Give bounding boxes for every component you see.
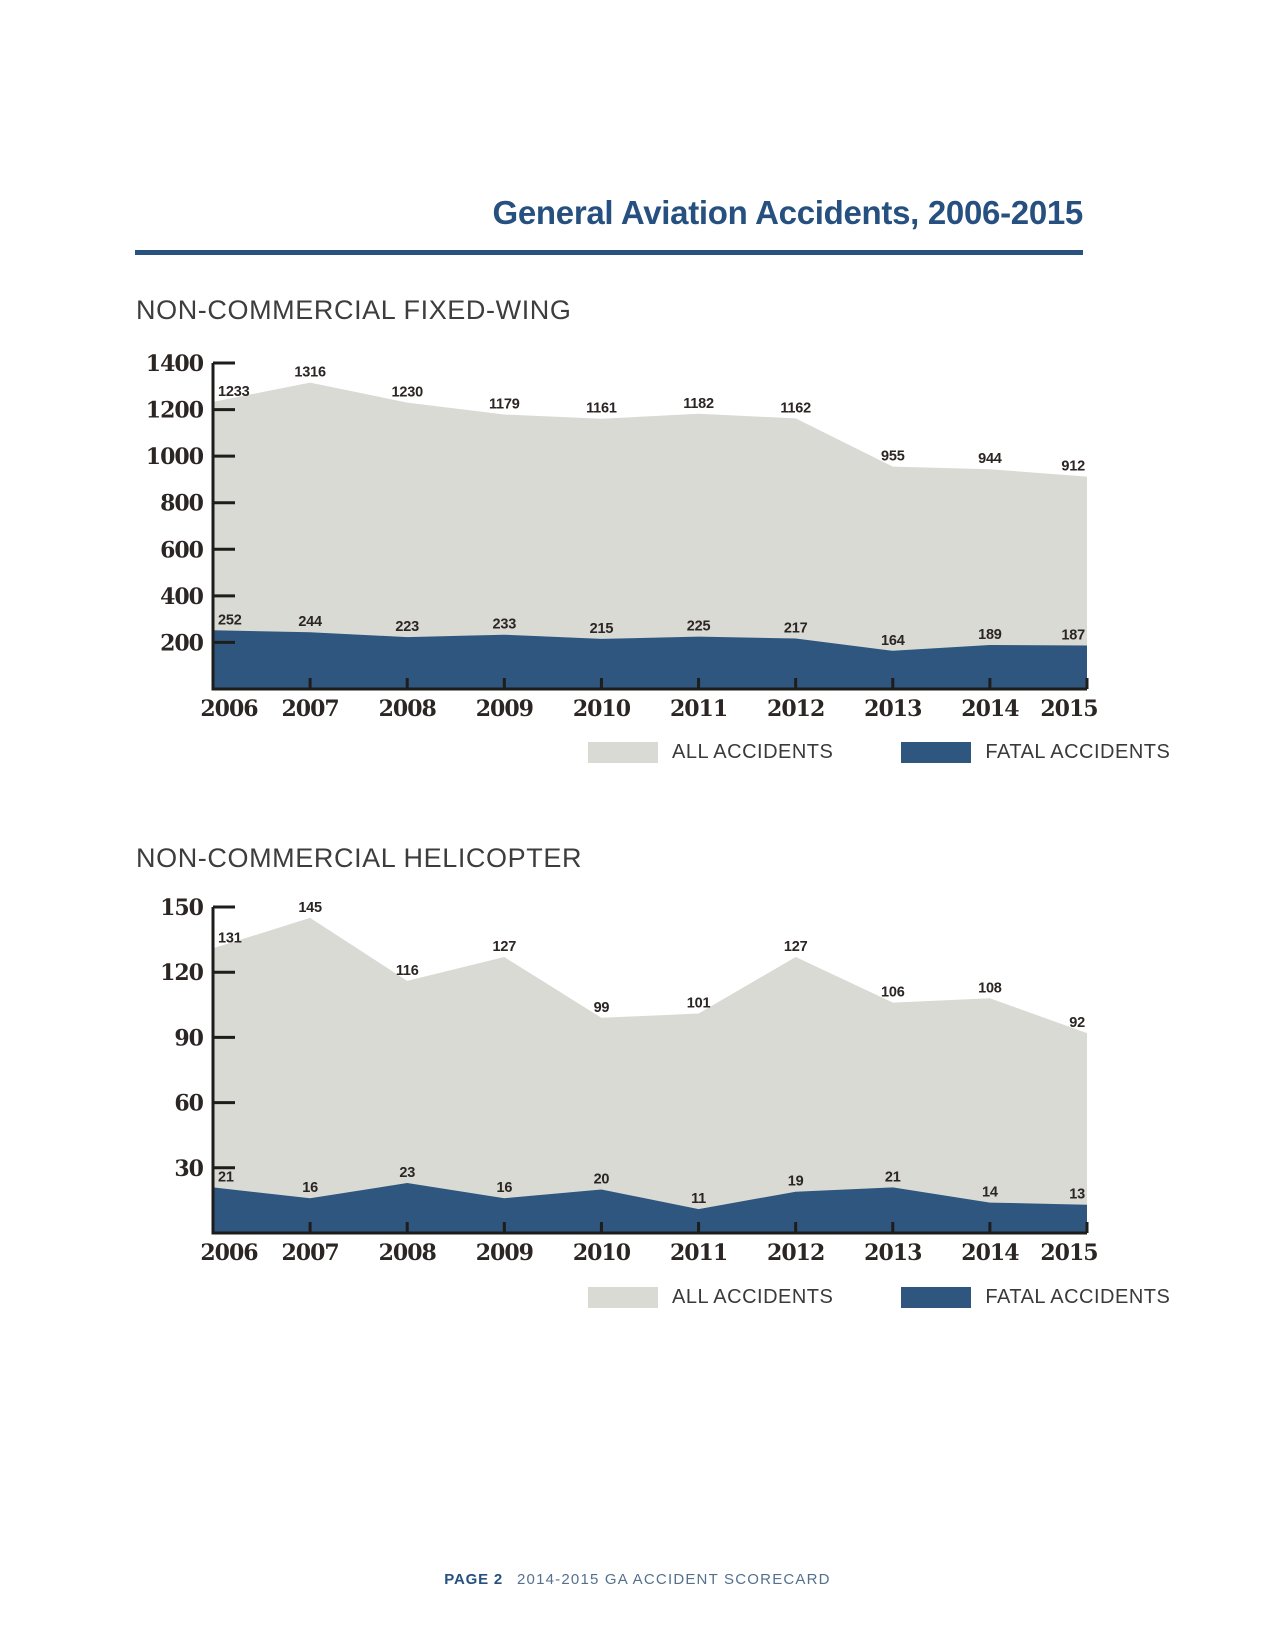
fatal-value-label: 233 bbox=[492, 616, 517, 633]
fatal-value-label: 14 bbox=[982, 1184, 998, 1201]
fixed-wing-legend bbox=[588, 741, 1170, 764]
y-tick-label: 30 bbox=[174, 1155, 203, 1182]
all-value-label: 101 bbox=[686, 995, 711, 1012]
x-tick-label: 2009 bbox=[475, 1240, 533, 1266]
all-value-label: 145 bbox=[298, 899, 322, 916]
all-value-label: 1179 bbox=[488, 396, 520, 413]
fatal-value-label: 16 bbox=[496, 1180, 513, 1197]
fatal-value-label: 23 bbox=[399, 1165, 416, 1182]
legend-label-fatal-accidents: FATAL ACCIDENTS bbox=[985, 741, 1171, 763]
fatal-value-label: 215 bbox=[589, 620, 614, 637]
y-tick-label: 200 bbox=[160, 630, 203, 657]
footer-doc-title: 2014-2015 GA ACCIDENT SCORECARD bbox=[517, 1571, 831, 1588]
all-accidents-area bbox=[213, 918, 1087, 1233]
x-tick-label: 2014 bbox=[961, 1240, 1019, 1266]
fatal-value-label: 20 bbox=[593, 1171, 610, 1188]
y-tick-label: 120 bbox=[160, 960, 203, 987]
fatal-value-label: 11 bbox=[691, 1191, 707, 1208]
all-value-label: 116 bbox=[395, 962, 419, 979]
all-value-label: 108 bbox=[978, 980, 1002, 997]
y-tick-label: 150 bbox=[160, 895, 203, 921]
all-value-label: 127 bbox=[783, 938, 808, 955]
all-value-label: 1161 bbox=[586, 400, 617, 417]
x-tick-label: 2015 bbox=[1040, 696, 1098, 722]
fatal-value-label: 252 bbox=[218, 612, 242, 629]
legend-swatch-fatal-accidents bbox=[901, 1287, 971, 1308]
fatal-value-label: 187 bbox=[1061, 627, 1085, 644]
all-value-label: 127 bbox=[492, 938, 517, 955]
all-value-label: 944 bbox=[978, 451, 1002, 468]
x-tick-label: 2013 bbox=[864, 696, 922, 722]
fatal-value-label: 217 bbox=[783, 620, 808, 637]
all-value-label: 106 bbox=[880, 984, 905, 1001]
fatal-value-label: 223 bbox=[395, 619, 420, 636]
fatal-value-label: 16 bbox=[302, 1180, 318, 1197]
page-title: General Aviation Accidents, 2006-2015 bbox=[492, 194, 1083, 231]
chart-title-fixed-wing: NON-COMMERCIAL FIXED-WING bbox=[136, 295, 572, 325]
legend-label-fatal-accidents: FATAL ACCIDENTS bbox=[985, 1286, 1171, 1308]
fatal-value-label: 189 bbox=[978, 626, 1002, 643]
fatal-value-label: 21 bbox=[884, 1169, 901, 1186]
x-tick-label: 2013 bbox=[864, 1240, 922, 1266]
x-tick-label: 2007 bbox=[281, 696, 339, 722]
x-tick-label: 2010 bbox=[572, 696, 631, 722]
all-value-label: 92 bbox=[1069, 1015, 1085, 1032]
x-tick-label: 2011 bbox=[669, 1240, 728, 1266]
x-tick-label: 2007 bbox=[281, 1240, 339, 1266]
legend-label-all-accidents: ALL ACCIDENTS bbox=[672, 1286, 834, 1308]
x-tick-label: 2011 bbox=[669, 696, 728, 722]
y-tick-label: 600 bbox=[160, 537, 203, 564]
all-value-label: 912 bbox=[1061, 458, 1085, 475]
x-tick-label: 2008 bbox=[378, 696, 436, 722]
all-value-label: 1230 bbox=[391, 384, 423, 401]
all-value-label: 1162 bbox=[780, 400, 812, 417]
all-value-label: 131 bbox=[218, 930, 242, 947]
all-value-label: 1233 bbox=[218, 383, 250, 400]
helicopter-area-chart bbox=[130, 877, 1105, 1272]
y-tick-label: 90 bbox=[174, 1025, 203, 1052]
x-tick-label: 2014 bbox=[961, 696, 1019, 722]
helicopter-legend bbox=[588, 1286, 1170, 1309]
legend-swatch-all-accidents bbox=[588, 742, 658, 763]
y-tick-label: 1400 bbox=[145, 351, 203, 377]
title-rule bbox=[135, 250, 1083, 255]
x-tick-label: 2010 bbox=[572, 1240, 631, 1266]
fatal-value-label: 21 bbox=[218, 1169, 234, 1186]
page-footer bbox=[0, 1571, 1275, 1588]
all-value-label: 1182 bbox=[683, 395, 714, 412]
y-tick-label: 800 bbox=[160, 490, 203, 517]
x-tick-label: 2006 bbox=[200, 1240, 258, 1266]
y-tick-label: 1200 bbox=[145, 397, 203, 424]
chart-title-helicopter: NON-COMMERCIAL HELICOPTER bbox=[136, 843, 583, 873]
x-tick-label: 2008 bbox=[378, 1240, 436, 1266]
all-value-label: 955 bbox=[880, 448, 905, 465]
all-value-label: 99 bbox=[593, 999, 610, 1016]
fatal-value-label: 13 bbox=[1069, 1186, 1085, 1203]
legend-swatch-fatal-accidents bbox=[901, 742, 971, 763]
y-tick-label: 400 bbox=[160, 583, 203, 610]
x-tick-label: 2012 bbox=[767, 1240, 825, 1266]
legend-label-all-accidents: ALL ACCIDENTS bbox=[672, 741, 834, 763]
fatal-value-label: 244 bbox=[298, 614, 322, 631]
legend-swatch-all-accidents bbox=[588, 1287, 658, 1308]
x-tick-label: 2009 bbox=[475, 696, 533, 722]
footer-page-number: PAGE 2 bbox=[444, 1571, 503, 1588]
x-tick-label: 2006 bbox=[200, 696, 258, 722]
fixed-wing-area-chart bbox=[130, 333, 1105, 728]
all-value-label: 1316 bbox=[294, 364, 326, 381]
fatal-value-label: 164 bbox=[880, 632, 905, 649]
fatal-value-label: 19 bbox=[787, 1173, 804, 1190]
y-tick-label: 1000 bbox=[145, 444, 203, 471]
y-tick-label: 60 bbox=[174, 1090, 203, 1117]
x-tick-label: 2015 bbox=[1040, 1240, 1098, 1266]
x-tick-label: 2012 bbox=[767, 696, 825, 722]
fatal-value-label: 225 bbox=[686, 618, 711, 635]
